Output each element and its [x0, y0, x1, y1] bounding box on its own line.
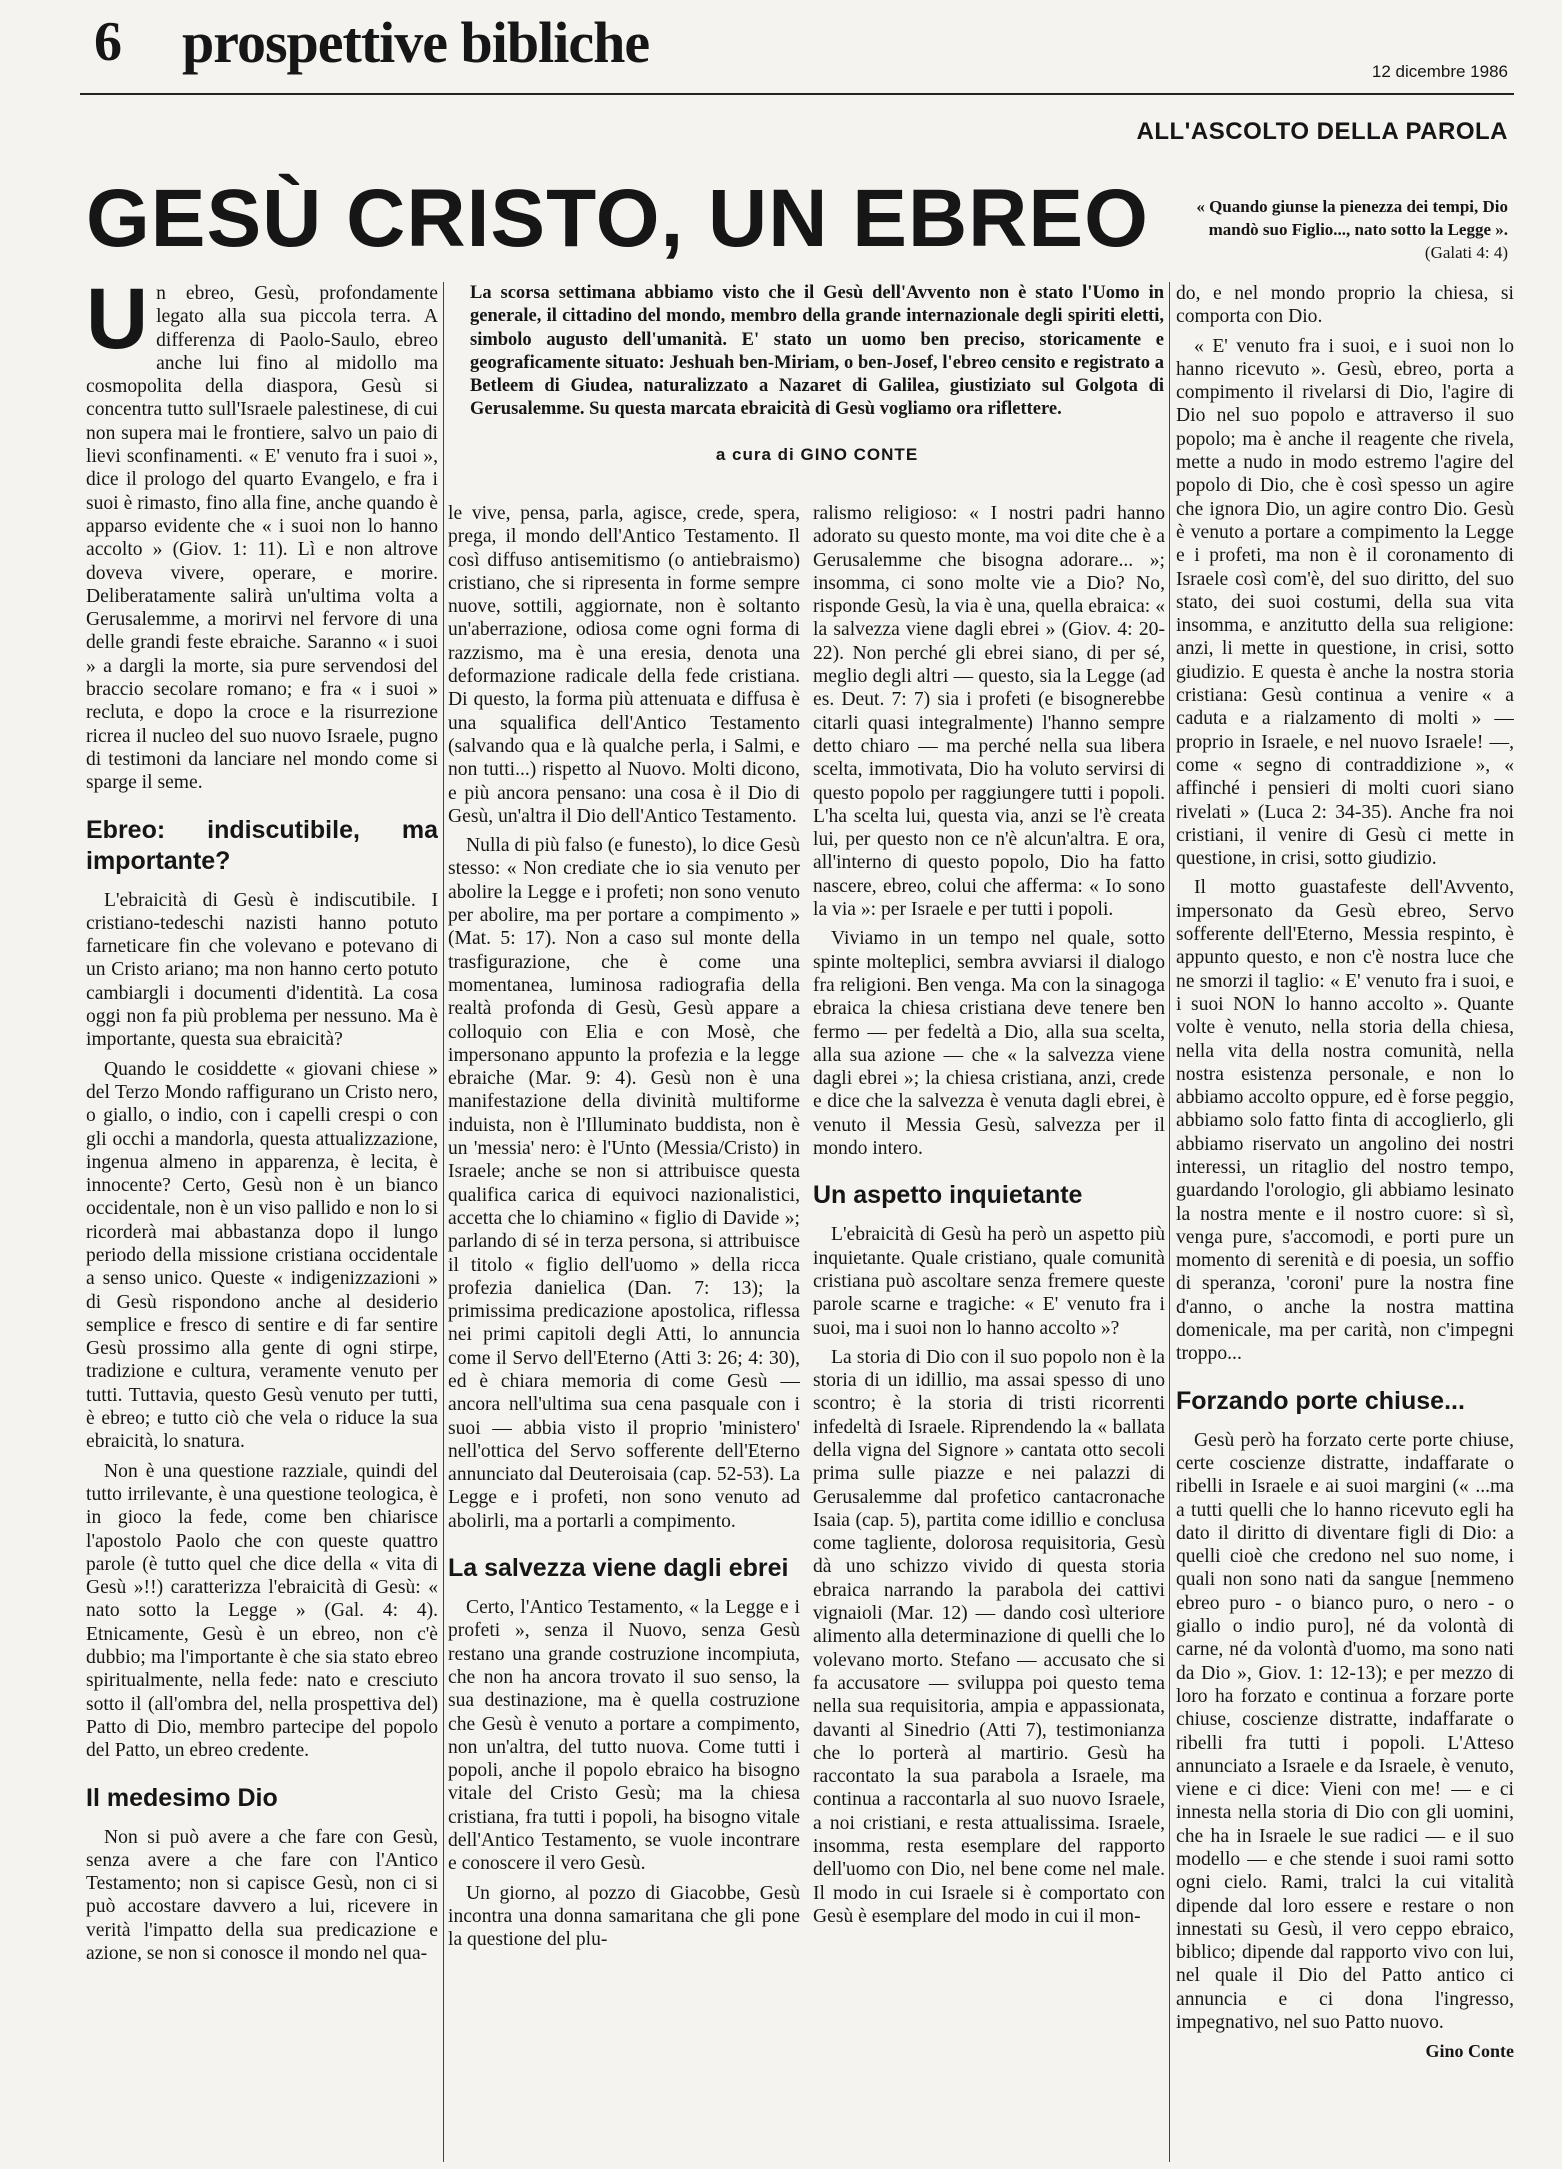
column-4 — [1176, 282, 1514, 2162]
byline: a cura di GINO CONTE — [715, 445, 919, 464]
masthead: prospettive bibliche — [182, 10, 650, 75]
paragraph: L'ebraicità di Gesù ha però un aspetto più inquietante. Quale cristiano, quale comunità cristiana può ascoltare senza fremere queste parole scarne e tragiche: « E' venuto fra i suoi, ma i suoi non lo hanno accolto »? — [813, 1224, 1165, 1339]
paragraph: Non si può avere a che fare con Gesù, senza avere a che fare con l'Antico Testamento; non si capisce Gesù, non ci si può accostare davvero a lui, ricevere in verità l'impatto della sua predicazione e azione, se non si conosce il mondo nel qua- — [86, 1826, 438, 1964]
paragraph: Gesù però ha forzato certe porte chiuse, certe coscienze distratte, indaffarate o ribelli in Israele e ai suoi margini (« ...ma a tutti quelli che lo hanno ricevuto egli ha dato il diritto di diventare figli di Dio: a quelli cioè che credono nel suo nome, i quali non sono nati da sangue [nemmeno ebreo puro - o bianco puro, o nero - o giallo o indio puro], né da volontà di carne, né da volontà d'uomo, ma sono nati da Dio », Giov. 1: 12-13); e per mezzo di loro ha forzato e continua a forzare porte chiuse, coscienze distratte, indaffarate o ribelli fra tutti i popoli. L'Atteso annunciato a Israele e da Israele, è venuto, viene e ci dice: Vieni con me! — e ci innesta nella storia di Dio con gli uomini, che ha in Israele le sue radici — e il suo modello — e che stende i suoi rami sotto ogni cielo. Rami, tralci la cui vitalità dipende dal loro essere e restare o non innestati su Gesù, il vero ceppo ebraico, biblico; dipende dal rapporto vivo con lui, nel quale il Dio del Patto antico ci annuncia e ci dona l'ingresso, impegnativo, nel suo Patto nuovo. — [1176, 1429, 1514, 2034]
paragraph: Il motto guastafeste dell'Avvento, impersonato da Gesù ebreo, Servo sofferente dell'Eterno, Messia respinto, è appunto questo, e non c'è nostra luce che ne smorzi il taglio: « E' venuto fra i suoi, e i suoi NON lo hanno accolto ». Quante volte è venuto, nella storia della chiesa, nella vita della nostra comunità, nella nostra esistenza personale, e non lo abbiamo accolto oppure, ed è forse peggio, abbiamo solo fatto finta di accoglierlo, gli abbiamo riservato un angolino dei nostri interessi, un ritaglio del nostro tempo, guardando l'orologio, gli abbiamo lesinato la nostra mente e il nostro cuore: sì sì, venga pure, s'accomodi, e porti pure un momento di serenità e di poesia, un soffio di speranza, 'coroni' pure la nostra fine d'anno, o anche la nostra mattina domenicale, ma per carità, non c'impegni troppo... — [1176, 877, 1514, 1365]
issue-date: 12 dicembre 1986 — [1371, 62, 1508, 81]
drop-cap: U — [86, 282, 149, 367]
paragraph: Certo, l'Antico Testamento, « la Legge e i profeti », senza il Nuovo, senza Gesù restano una grande costruzione incompiuta, che non ha ancora trovato il suo senso, la sua destinazione, ma è quella costruzione che Gesù è venuto a portare a compimento, non un'altra, del tutto nuova. Come tutti i popoli, anche il popolo ebraico ha bisogno vitale del Cristo Gesù; ma la chiesa cristiana, fra tutti i popoli, ha bisogno vitale dell'Antico Testamento, se vuole incontrare e conoscere il vero Gesù. — [448, 1597, 800, 1875]
paragraph: La storia di Dio con il suo popolo non è la storia di un idillio, ma assai spesso di uno scontro; è la storia di tristi ricorrenti infedeltà di Israele. Riprendendo la « ballata della vigna del Signore » cantata otto secoli prima sulle piazze e nei palazzi di Gerusalemme dal profetico cantacronache Isaia (cap. 5), partita come idillio e conclusa come tagliente, dolorosa requisitoria, Gesù dà uno schizzo vivido di questa storia ebraica narrando la parabola dei cattivi vignaioli (Mar. 12) — dando così ulteriore alimento alla determinazione di quelli che lo volevano morto. Stefano — accusato che si fa accusatore — sviluppa poi questo tema nella sua requisitoria, ampia e appassionata, davanti al Sinedrio (Atti 7), testimonianza che lo porterà al martirio. Gesù ha raccontato la sua parabola a Israele, ma continua a raccontarla al suo nuovo Israele, a noi cristiani, e resta attualissima. Israele, insomma, resta esemplare del rapporto dell'uomo con Dio, nel bene come nel male. Il modo in cui Israele si è comportato con Gesù è esemplare del modo in cui il mon- — [813, 1346, 1165, 1927]
article-title: GESÙ CRISTO, UN EBREO — [86, 173, 1149, 264]
page-number: 6 — [94, 11, 122, 73]
paragraph: L'ebraicità di Gesù è indiscutibile. I cristiano-tedeschi nazisti hanno potuto farneticare fin che volevano e potevano di un Cristo ariano; ma non hanno certo potuto cambiargli i documenti d'identità. La cosa oggi non fa più problema per nessuno. Ma è importante, questa sua ebraicità? — [86, 889, 438, 1051]
column-3 — [813, 502, 1165, 2162]
epigraph — [1170, 196, 1508, 265]
column-rule — [443, 282, 444, 2162]
paragraph: Viviamo in un tempo nel quale, sotto spinte molteplici, sembra avviarsi il dialogo fra religioni. Ben venga. Ma con la sinagoga ebraica la chiesa cristiana deve tenere ben fermo — per fedeltà a Dio, alla sua scelta, alla sua azione — che « la salvezza viene dagli ebrei »; la chiesa cristiana, anzi, crede e dice che la salvezza è venuta dagli ebrei, è venuto il Messia Gesù, salvezza per il mondo intero. — [813, 928, 1165, 1160]
paragraph: Un giorno, al pozzo di Giacobbe, Gesù incontra una donna samaritana che gli pone la questione del plu- — [448, 1882, 800, 1951]
paragraph: Un ebreo, Gesù, profondamente legato alla sua piccola terra. A differenza di Paolo-Saulo, ebreo anche lui fino al midollo ma cosmopolita della diaspora, Gesù si concentra tutto sull'Israele palestinese, di cui non supera mai le frontiere, salvo un paio di lievi sconfinamenti. « E' venuto fra i suoi », dice il prologo del quarto Evangelo, e fra i suoi è rimasto, fino alla fine, anche quando è apparso evidente che « i suoi non lo hanno accolto » (Giov. 1: 11). Lì e non altrove doveva vivere, operare, e morire. Deliberatamente salirà un'ultima volta a Gerusalemme, a morirvi nel fervore di una delle grandi feste ebraiche. Saranno « i suoi » a dargli la morte, sia pure servendosi del braccio secolare romano; e fra « i suoi » recluta, e dopo la croce e la risurrezione ricrea il nucleo del suo nuovo Israele, pugno di testimoni da lanciare nel mondo come si sparge il seme. — [86, 282, 438, 794]
paragraph: Non è una questione razziale, quindi del tutto irrilevante, è una questione teologica, è in gioco la fede, come ben chiarisce l'apostolo Paolo che con queste quattro parole (è tutto quel che dice della « vita di Gesù »!!) caratterizza l'ebraicità di Gesù: « nato sotto la Legge » (Gal. 4: 4). Etnicamente, Gesù è un ebreo, non c'è dubbio; ma l'importante è che sia stato ebreo spiritualmente, nella fede: nato e cresciuto sotto il (all'ombra del, nella prospettiva del) Patto di Dio, membro partecipe del popolo del Patto, un ebreo credente. — [86, 1460, 438, 1762]
subheading: La salvezza viene dagli ebrei — [448, 1554, 789, 1583]
subheading: Forzando porte chiuse... — [1176, 1386, 1465, 1415]
epigraph-text: « Quando giunse la pienezza dei tempi, Dio mandò suo Figlio..., nato sotto la Legge ». — [1196, 197, 1508, 239]
article-intro: La scorsa settimana abbiamo visto che il Gesù dell'Avvento non è stato l'Uomo in generale, il cittadino del mondo, membro della grande internazionale degli spiriti eletti, simbolo augusto dell'umanità. E' stato un uomo ben preciso, storicamente e geograficamente situato: Jeshuah ben-Miriam, o ben-Josef, l'ebreo censito e registrato a Betleem di Giudea, naturalizzato a Nazaret di Galilea, giustiziato sul Golgota di Gerusalemme. Su questa marcata ebraicità di Gesù vogliamo ora riflettere. — [470, 283, 1164, 420]
paragraph: le vive, pensa, parla, agisce, crede, spera, prega, il mondo dell'Antico Testamento. Il così diffuso antisemitismo (o antiebraismo) cristiano, che si ripresenta in forme sempre nuove, sottili, aggiornate, non è soltanto un'aberrazione, odiosa come ogni forma di razzismo, ma è una eresia, denota una deformazione radicale della fede cristiana. Di questo, la forma più attenuata e diffusa è una squalifica dell'Antico Testamento (salvando qua e là qualche perla, i Salmi, e non tutti...) rispetto al Nuovo. Molti dicono, e più ancora pensano: una cosa è il Dio di Gesù, un'altra il Dio dell'Antico Testamento. — [448, 503, 800, 827]
subheading: Ebreo: indiscutibile, ma importante? — [86, 815, 438, 875]
column-1 — [86, 282, 438, 2162]
subheading: Il medesimo Dio — [86, 1783, 278, 1812]
paragraph: Quando le cosiddette « giovani chiese » del Terzo Mondo raffigurano un Cristo nero, o giallo, o indio, con i capelli crespi o con gli occhi a mandorla, questa attualizzazione, ingenua almeno in apparenza, è lecita, è innocente? Certo, Gesù non è un bianco occidentale, non è un viso pallido e non lo si ricorderà mai abbastanza dopo il lungo periodo della missione cristiana occidentale a senso unico. Queste « indigenizzazioni » di Gesù rispondono anche al desiderio semplice e fresco di sentire e di far sentire Gesù prossimo alla gente di ogni stirpe, tradizione e cultura, veramente venuto per tutti. Tuttavia, questo Gesù venuto per tutti, è ebreo; e tutto ciò che vela o riduce la sua ebraicità, lo snatura. — [86, 1058, 438, 1453]
column-rule — [1169, 282, 1170, 2162]
author-signature: Gino Conte — [1425, 2041, 1514, 2062]
paragraph: ralismo religioso: « I nostri padri hanno adorato su questo monte, ma voi dite che è a Gerusalemme che bisogna adorare... »; insomma, ci sono molte vie a Dio? No, risponde Gesù, la via è una, quella ebraica: « la salvezza viene dagli ebrei » (Giov. 4: 20-22). Non perché gli ebrei siano, di per sé, meglio degli altri — questo, sia la Legge (ad es. Deut. 7: 7) sia i profeti (e bisognerebbe citarli quasi integralmente) l'hanno sempre detto chiaro — ma perché nella sua libera scelta, immotivata, Dio ha voluto servirsi di questo popolo per raggiungere tutti i popoli. L'ha scelta lui, questa via, anzi se l'è creata lui, per questo non ce n'è alcun'altra. E ora, all'interno di questo popolo, Dio ha fatto nascere, ebreo, colui che afferma: « Io sono la via »: per Israele e per tutti i popoli. — [813, 503, 1165, 921]
header-rule — [80, 93, 1514, 95]
epigraph-reference: (Galati 4: 4) — [1424, 242, 1508, 262]
section-rubric: ALL'ASCOLTO DELLA PAROLA — [1136, 118, 1508, 145]
paragraph: Nulla di più falso (e funesto), lo dice Gesù stesso: « Non crediate che io sia venuto per abolire la Legge e i profeti; non sono venuto per abolire, ma per portare a compimento » (Mat. 5: 17). Non a caso sul monte della trasfigurazione, che è come una momentanea, luminosa radiografia della realtà profonda di Gesù, Gesù appare a colloquio con Elia e con Mosè, che impersonano appunto la profezia e la legge ebraiche (Mar. 9: 4). Gesù non è una manifestazione della divinità multiforme induista, non è l'Illuminato buddista, non è un 'messia' nero: è l'Unto (Messia/Cristo) in Israele; anche se non si attribuisce questa qualifica carica di equivoci nazionalistici, accetta che lo chiamino « figlio di Davide »; parlando di sé in terza persona, si attribuisce il titolo « figlio dell'uomo » della ricca profezia danielica (Dan. 7: 13); la primissima predicazione apostolica, riflessa nei primi capitoli degli Atti, lo annuncia come il Servo dell'Eterno (Atti 3: 26; 4: 30), ed è chiara memoria di come Gesù — ancora nell'ultima sua cena pasquale con i suoi — abbia visto il proprio 'ministero' nell'ottica del Servo sofferente dell'Eterno annunciato dal Deuteroisaia (cap. 52-53). La Legge e i profeti, non sono venuto ad abolirli, ma a portarli a compimento. — [448, 835, 800, 1532]
paragraph: do, e nel mondo proprio la chiesa, si comporta con Dio. — [1176, 283, 1514, 328]
column-2 — [448, 502, 800, 2162]
paragraph: « E' venuto fra i suoi, e i suoi non lo hanno ricevuto ». Gesù, ebreo, porta a compimento il rivelarsi di Dio, l'agire di Dio nel suo popolo e attraverso il suo popolo; ma è anche il reagente che rivela, mette a nudo in modo estremo l'agire del popolo di Dio, che è così spesso un agire che ignora Dio, un agire contro Dio. Gesù è venuto a portare a compimento la Legge e i profeti, ma non è il coronamento di Israele così com'è, del suo diritto, del suo stato, dei suoi costumi, della sua vita insomma, e anzitutto della sua religione: anzi, li mette in questione, in crisi, sotto giudizio. E questa è anche la nostra storia cristiana: Gesù continua a venire « a caduta e a rialzamento di molti » — proprio in Israele, e nel nuovo Israele! —, come « segno di contraddizione », « affinché i pensieri di molti cuori siano rivelati » (Luca 2: 34-35). Anche fra noi cristiani, il venire di Gesù ci mette in questione, in crisi, sotto giudizio. — [1176, 335, 1514, 870]
subheading: Un aspetto inquietante — [813, 1181, 1083, 1210]
